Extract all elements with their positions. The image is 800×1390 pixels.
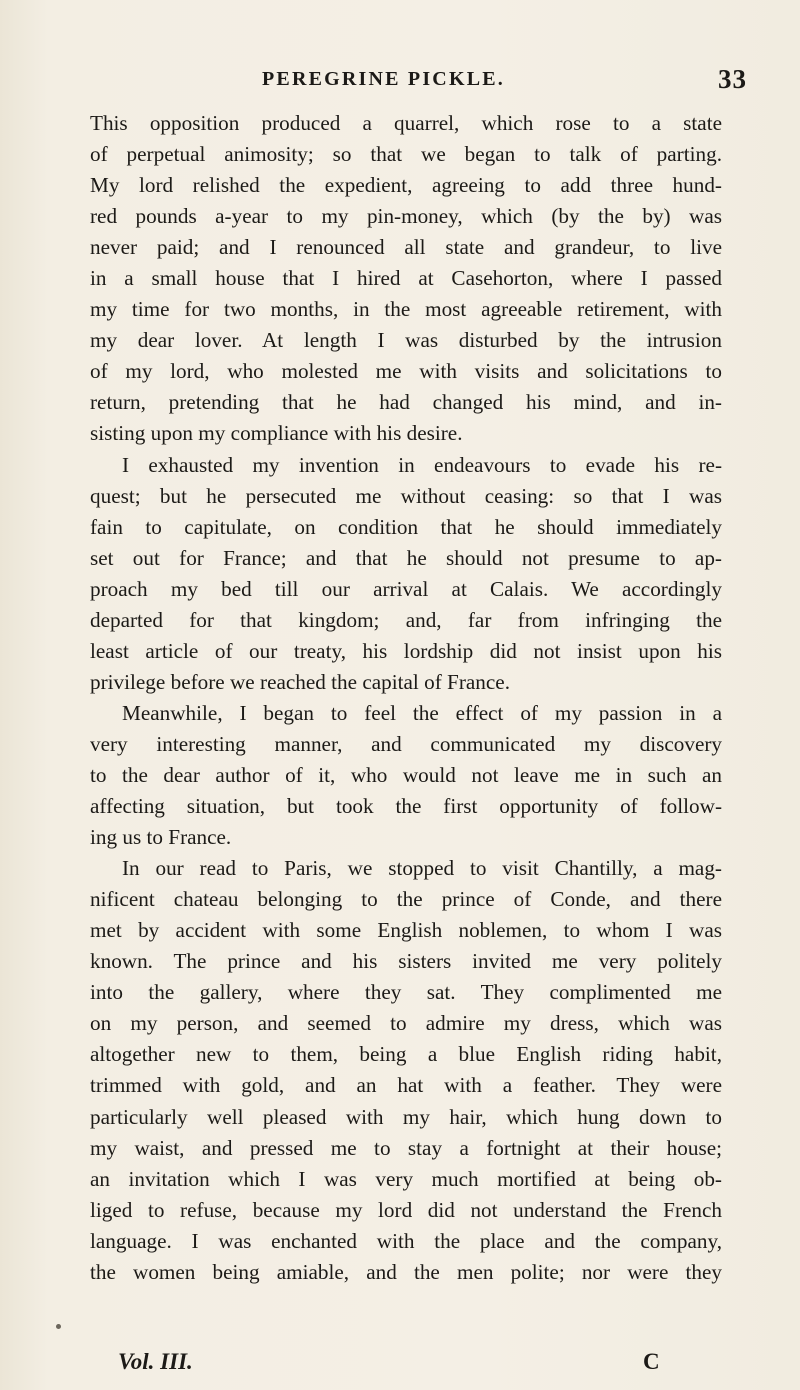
text-line: met by accident with some English noblemen, to whom I was (90, 918, 722, 943)
page-footer (118, 1349, 698, 1383)
text-line: fain to capitulate, on condition that he should immediately (90, 514, 722, 539)
text-line: ing us to France. (90, 825, 232, 850)
text-line: my dear lover. At length I was disturbed by the intrusion (90, 328, 722, 353)
text-line: in a small house that I hired at Casehorton, where I passed (90, 266, 722, 291)
text-line: liged to refuse, because my lord did not understand the French (90, 1197, 722, 1222)
text-line: I exhausted my invention in endeavours to evade his re- (122, 452, 722, 477)
text-line: Meanwhile, I began to feel the effect of my passion in a (122, 700, 722, 725)
text-line: departed for that kingdom; and, far from infringing the (90, 607, 722, 632)
signature-mark: C (643, 1349, 660, 1374)
text-line: proach my bed till our arrival at Calais. We accordingly (90, 576, 722, 601)
text-line: red pounds a-year to my pin-money, which (by the by) was (90, 204, 722, 229)
text-line: trimmed with gold, and an hat with a feather. They were (90, 1073, 722, 1098)
text-line: altogether new to them, being a blue English riding habit, (90, 1042, 722, 1067)
text-line: In our read to Paris, we stopped to visit Chantilly, a mag- (122, 856, 722, 881)
running-title: PEREGRINE PICKLE. (262, 68, 505, 90)
text-line: particularly well pleased with my hair, which hung down to (90, 1104, 722, 1129)
text-line: on my person, and seemed to admire my dress, which was (90, 1011, 722, 1036)
text-line: never paid; and I renounced all state and grandeur, to live (90, 235, 722, 260)
text-line: to the dear author of it, who would not leave me in such an (90, 762, 722, 787)
text-line: my time for two months, in the most agreeable retirement, with (90, 297, 722, 322)
text-line: nificent chateau belonging to the prince of Conde, and there (90, 887, 722, 912)
text-line: least article of our treaty, his lordship did not insist upon his (90, 638, 722, 663)
text-line: return, pretending that he had changed his mind, and in- (90, 390, 722, 415)
text-line: language. I was enchanted with the place and the company, (90, 1228, 722, 1253)
text-line: an invitation which I was very much mortified at being ob- (90, 1166, 722, 1191)
text-line: privilege before we reached the capital of France. (90, 669, 510, 694)
text-line: the women being amiable, and the men polite; nor were they (90, 1259, 722, 1284)
text-line: very interesting manner, and communicated my discovery (90, 731, 722, 756)
text-line: affecting situation, but took the first opportunity of follow- (90, 794, 722, 819)
body-text (90, 108, 722, 1288)
volume-label: Vol. III. (118, 1349, 193, 1374)
text-line: set out for France; and that he should not presume to ap- (90, 545, 722, 570)
text-line: of my lord, who molested me with visits and solicitations to (90, 359, 722, 384)
text-line: into the gallery, where they sat. They complimented me (90, 980, 722, 1005)
text-line: My lord relished the expedient, agreeing to add three hund- (90, 173, 722, 198)
text-line: of perpetual animosity; so that we began to talk of parting. (90, 142, 722, 167)
margin-ink-spot (56, 1324, 61, 1329)
page-header (0, 64, 800, 98)
text-line: This opposition produced a quarrel, which rose to a state (90, 111, 722, 135)
text-line: known. The prince and his sisters invited me very politely (90, 949, 722, 974)
page-number: 33 (718, 64, 747, 94)
text-line: sisting upon my compliance with his desire. (90, 421, 463, 446)
text-line: quest; but he persecuted me without ceasing: so that I was (90, 483, 722, 508)
text-line: my waist, and pressed me to stay a fortnight at their house; (90, 1135, 722, 1160)
